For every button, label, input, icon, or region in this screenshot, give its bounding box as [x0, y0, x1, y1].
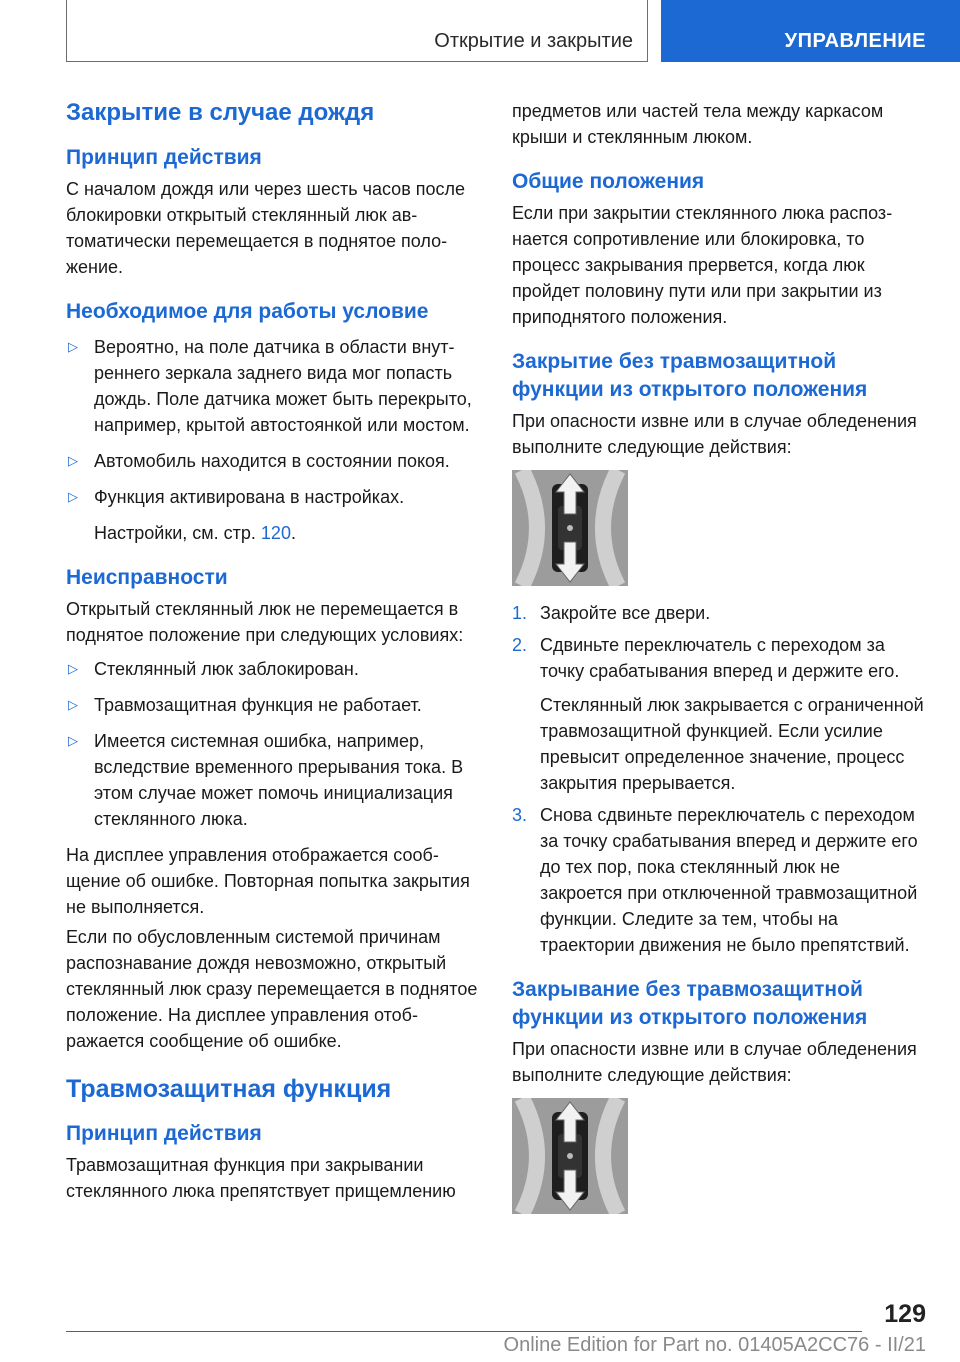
- heading-conditions: Необходимое для работы условие: [66, 300, 429, 323]
- list-item: ▷ Функция активирована в настройках.: [66, 484, 484, 510]
- triangle-bullet-icon: ▷: [68, 339, 78, 354]
- header-section-box: [66, 0, 648, 62]
- heading-general: Общие положения: [512, 170, 705, 193]
- faults-list: [66, 656, 484, 832]
- triangle-bullet-icon: ▷: [68, 697, 78, 712]
- heading-close-no-protection: Закрытие без травмозащитной функции из открытого положения: [512, 350, 868, 401]
- settings-page-link[interactable]: 120: [260, 523, 291, 543]
- triangle-bullet-icon: ▷: [68, 661, 78, 676]
- paragraph-danger-1: При опасности извне или в случае обледенения выполните следующие действия:: [512, 411, 917, 457]
- heading-faults: Неисправности: [66, 566, 228, 589]
- header-chapter-title: УПРАВЛЕНИЕ: [784, 30, 926, 52]
- conditions-list: [66, 334, 484, 510]
- paragraph-principle: С началом дождя или через шесть часов после блокировки открытый стеклянный люк автоматически перемещается в поднятое положение.: [66, 179, 466, 277]
- roof-switch-icon: [512, 470, 628, 586]
- heading-rain-closing: Закрытие в случае дождя: [66, 99, 375, 126]
- heading-principle-2: Принцип действия: [66, 1122, 262, 1145]
- step-continuation: Стеклянный люк закрывается с ограниченной травмозащитной функцией. Если усилие превысит определенное значение, процесс закрытия прерывается.: [540, 695, 924, 793]
- list-item: 3. Снова сдвиньте переключатель с переходом за точку срабатывания вперед и держите его до тех пор, пока стеклянный люк не закроется при отключенной травмозащитной функции. Следите за тем, чтобы на траектории движения не было препятствий.: [512, 802, 926, 958]
- right-column: [512, 98, 926, 1228]
- footer-divider: [66, 1331, 862, 1332]
- list-item: ▷ Вероятно, на поле датчика в области внутреннего зеркала заднего вида мог попасть дождь. Поле датчика может быть перекрыто, например, крытой автостоянкой или мостом.: [66, 334, 484, 438]
- step-number: 1.: [512, 603, 528, 623]
- step-number: 3.: [512, 805, 528, 825]
- paragraph-faults: Открытый стеклянный люк не перемещается в поднятое положение при следующих условиях:: [66, 599, 464, 645]
- edition-note: Online Edition for Part no. 01405A2CC76 - II/21: [503, 1334, 926, 1356]
- paragraph-general: Если при закрытии стеклянного люка распознается сопротивление или блокировка, то процесс закрывания прервется, когда люк пройдет половину пути или при закрытии из приподнятого положения.: [512, 203, 893, 327]
- page-number: 129: [884, 1300, 926, 1328]
- triangle-bullet-icon: ▷: [68, 453, 78, 468]
- list-item: 2. Сдвиньте переключатель с переходом за точку срабатывания вперед и держите его. Стеклянный люк закрывается с ограниченной травмозащитной функцией. Если усилие превысит определенное значение, процесс закрытия прерывается.: [512, 632, 926, 796]
- list-item: ▷ Имеется системная ошибка, например, вследствие временного прерывания тока. В этом случае может помочь инициализация стеклянного люка.: [66, 728, 484, 832]
- steps-list: [512, 600, 926, 958]
- switch-illustration-2: [512, 1098, 628, 1214]
- roof-switch-icon: [512, 1098, 628, 1214]
- header-section-title: Открытие и закрытие: [434, 30, 633, 52]
- switch-illustration: [512, 470, 628, 586]
- paragraph-display-message: На дисплее управления отображается сообщение об ошибке. Повторная попытка закрытия не выполняется.: [66, 845, 470, 917]
- paragraph-rain-unrecognized: Если по обусловленным системой причинам распознавание дождя невозможно, открытый стеклянный люк сразу перемещается в поднятое положение. На дисплее управления отображается сообщение об ошибке.: [66, 927, 478, 1051]
- paragraph-danger-2: При опасности извне или в случае обледенения выполните следующие действия:: [512, 1039, 917, 1085]
- list-item: ▷ Стеклянный люк заблокирован.: [66, 656, 484, 682]
- heading-principle: Принцип действия: [66, 146, 262, 169]
- heading-closing-no-protection: Закрывание без травмозащитной функции из открытого положения: [512, 978, 868, 1029]
- heading-protection: Травмозащитная функция: [66, 1075, 392, 1103]
- step-number: 2.: [512, 635, 528, 655]
- list-item: ▷ Травмозащитная функция не работает.: [66, 692, 484, 718]
- settings-reference: Настройки, см. стр. 120.: [94, 523, 296, 543]
- list-item: 1. Закройте все двери.: [512, 600, 926, 626]
- paragraph-continued: предметов или частей тела между каркасом крыши и стеклянным люком.: [512, 101, 884, 147]
- triangle-bullet-icon: ▷: [68, 489, 78, 504]
- triangle-bullet-icon: ▷: [68, 733, 78, 748]
- list-item: ▷ Автомобиль находится в состоянии покоя.: [66, 448, 484, 474]
- header-chapter-box: [661, 0, 960, 62]
- left-column: [66, 98, 484, 1208]
- paragraph-principle-2: Травмозащитная функция при закрывании стеклянного люка препятствует прищемлению: [66, 1155, 456, 1201]
